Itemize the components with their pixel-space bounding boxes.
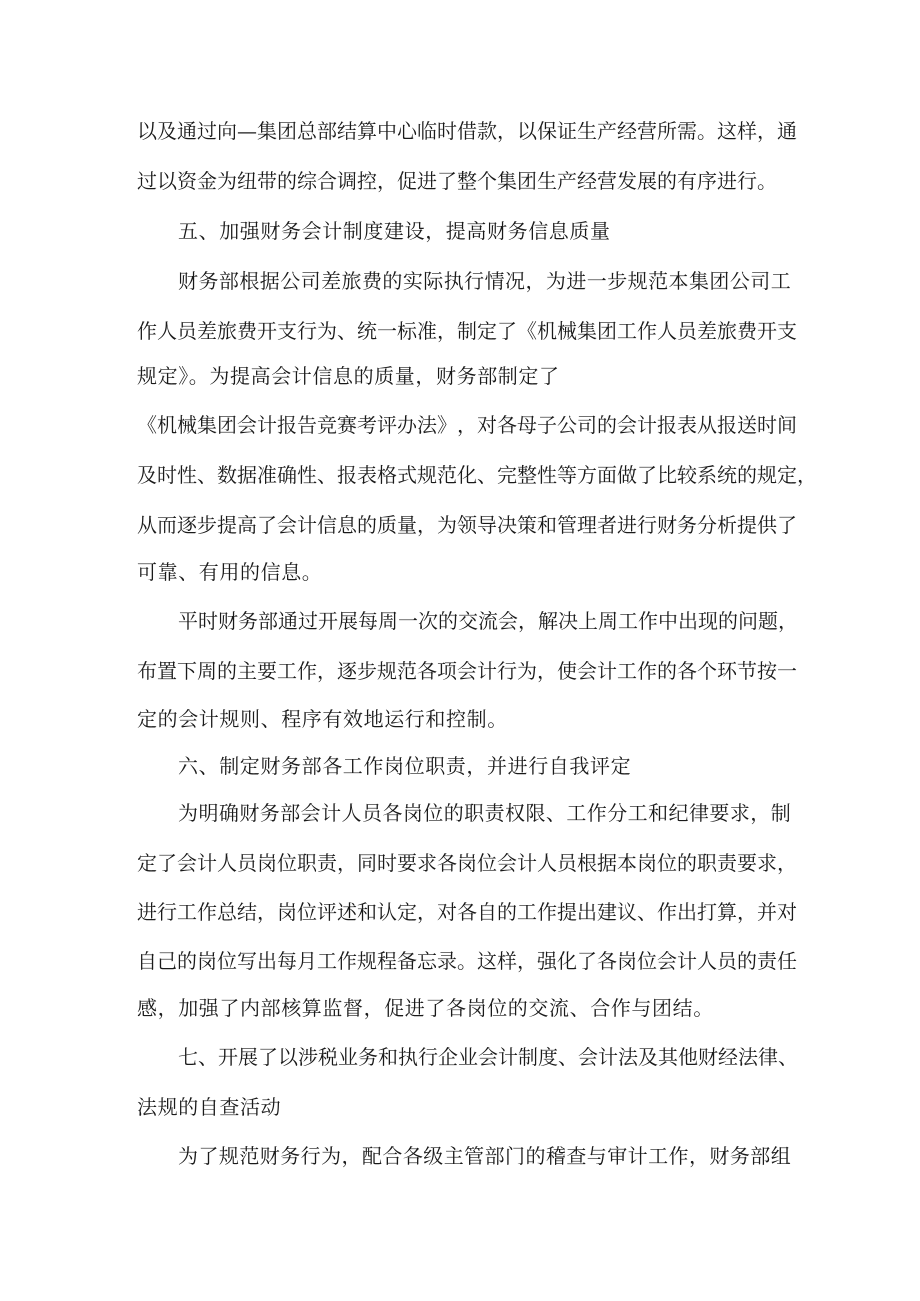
- text-line: 可靠、有用的信息。: [137, 560, 323, 584]
- text-line: 定的会计规则、程序有效地运行和控制。: [137, 707, 508, 731]
- section-heading: 法规的自查活动: [137, 1095, 282, 1119]
- text-line: 《 机 械 集 团 会 计 报 告 竞 赛 考 评 办 法 》 ， 对 各 母 子 公 司 的 会 计 报 表 从 报 送 时 间: [137, 413, 797, 437]
- text-line: 为 明 确 财 务 部 会 计 人 员 各 岗 位 的 职 责 权 限 、 工 作 分 工 和 纪 律 要 求 ， 制: [178, 801, 791, 825]
- text-line: 财 务 部 根 据 公 司 差 旅 费 的 实 际 执 行 情 况 ， 为 进 一 步 规 范 本 集 团 公 司 工: [178, 269, 791, 293]
- text-line: 以 及 通 过 向 — 集 团 总 部 结 算 中 心 临 时 借 款 ， 以 保 证 生 产 经 营 所 需 。 这 样 ， 通: [137, 119, 797, 143]
- text-line: 布 置 下 周 的 主 要 工 作 ， 逐 步 规 范 各 项 会 计 行 为 ， 使 会 计 工 作 的 各 个 环 节 按 一: [137, 659, 797, 683]
- text-line: 进 行 工 作 总 结 ， 岗 位 评 述 和 认 定 ， 对 各 自 的 工 作 提 出 建 议 、 作 出 打 算 ， 并 对: [137, 900, 797, 924]
- text-line: 过 以 资 金 为 纽 带 的 综 合 调 控 ， 促 进 了 整 个 集 团 生 产 经 营 发 展 的 有 序 进 行 。: [137, 169, 777, 193]
- text-line: 作 人 员 差 旅 费 开 支 行 为 、 统 一 标 准 ， 制 定 了 《 机 械 集 团 工 作 人 员 差 旅 费 开 支: [137, 319, 797, 343]
- text-line: 从 而 逐 步 提 高 了 会 计 信 息 的 质 量 ， 为 领 导 决 策 和 管 理 者 进 行 财 务 分 析 提 供 了: [137, 513, 797, 537]
- text-line: 定 了 会 计 人 员 岗 位 职 责 ， 同 时 要 求 各 岗 位 会 计 人 员 根 据 本 岗 位 的 职 责 要 求 ，: [137, 851, 797, 875]
- text-line: 及 时 性 、 数 据 准 确 性 、 报 表 格 式 规 范 化 、 完 整 性 等 方 面 做 了 比 较 系 统 的 规 定 ，: [137, 463, 817, 487]
- section-heading: 五、加强财务会计制度建设，提高财务信息质量: [178, 219, 611, 243]
- section-heading: 七 、 开 展 了 以 涉 税 业 务 和 执 行 企 业 会 计 制 度 、 会 计 法 及 其 他 财 经 法 律 、: [178, 1045, 798, 1069]
- text-line: 平 时 财 务 部 通 过 开 展 每 周 一 次 的 交 流 会 ， 解 决 上 周 工 作 中 出 现 的 问 题 ，: [178, 609, 798, 633]
- text-line: 自 己 的 岗 位 写 出 每 月 工 作 规 程 备 忘 录 。 这 样 ， 强 化 了 各 岗 位 会 计 人 员 的 责 任: [137, 949, 797, 973]
- text-line: 规定》。为提高会计信息的质量，财务部制定了: [137, 364, 560, 388]
- text-line: 为 了 规 范 财 务 行 为 ， 配 合 各 级 主 管 部 门 的 稽 查 与 审 计 工 作 ， 财 务 部 组: [178, 1144, 791, 1168]
- section-heading: 六、制定财务部各工作岗位职责，并进行自我评定: [178, 754, 632, 778]
- text-line: 感，加强了内部核算监督，促进了各岗位的交流、合作与团结。: [137, 996, 714, 1020]
